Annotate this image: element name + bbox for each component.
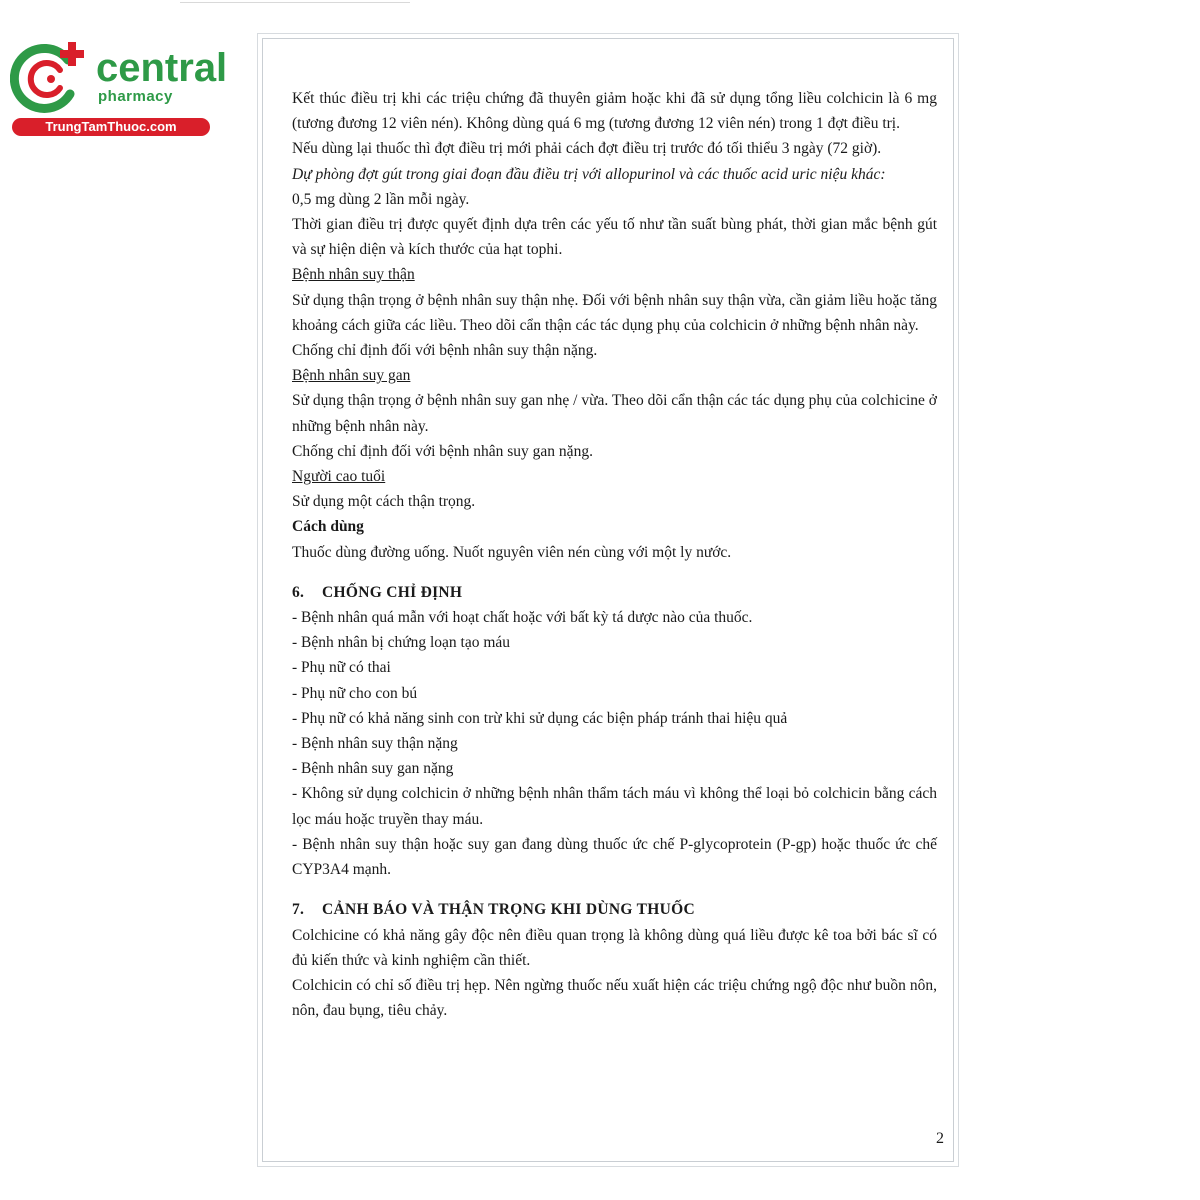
paragraph-dose: 0,5 mg dùng 2 lần mỗi ngày. <box>292 190 470 208</box>
paragraph-duration: Thời gian điều trị được quyết định dựa trên các yếu tố như tần suất bùng phát, thời gian mắc bệnh gút và sự hiện diện và kích thước của hạt tophi. <box>292 216 937 259</box>
contraindication-item: - Phụ nữ có thai <box>292 659 391 677</box>
section-7-number: 7. <box>292 901 305 919</box>
logo-mark-icon <box>10 38 94 118</box>
subheading-elderly: Người cao tuổi <box>292 468 386 486</box>
paragraph-warning-1: Colchicine có khả năng gây độc nên điều quan trọng là không dùng quá liều được kê toa bởi bác sĩ có đủ kiến thức và kinh nghiệm cần thiết. <box>292 926 937 969</box>
section-7-heading <box>292 897 937 922</box>
contraindication-item: - Phụ nữ cho con bú <box>292 684 418 702</box>
contraindication-item: - Không sử dụng colchicin ở những bệnh nhân thẩm tách máu vì không thể loại bỏ colchicin bằng cách lọc máu hoặc truyền thay máu. <box>292 785 937 828</box>
section-6-number: 6. <box>292 583 305 601</box>
top-rule <box>180 2 410 3</box>
paragraph-retreatment: Nếu dùng lại thuốc thì đợt điều trị mới phải cách đợt điều trị trước đó tối thiểu 3 ngày (72 giờ). <box>292 140 882 158</box>
logo-site-badge: TrungTamThuoc.com <box>12 118 210 136</box>
logo-subtitle: pharmacy <box>98 88 173 105</box>
page-number: 2 <box>936 1130 944 1147</box>
section-6-heading <box>292 580 937 605</box>
contraindication-item: - Bệnh nhân suy thận nặng <box>292 735 458 753</box>
paragraph-usage: Thuốc dùng đường uống. Nuốt nguyên viên nén cùng với một ly nước. <box>292 543 732 561</box>
paragraph-liver-2: Chống chỉ định đối với bệnh nhân suy gan nặng. <box>292 442 593 460</box>
paragraph-elderly: Sử dụng một cách thận trọng. <box>292 493 476 511</box>
contraindication-item: - Phụ nữ có khả năng sinh con trừ khi sử dụng các biện pháp tránh thai hiệu quả <box>292 709 788 727</box>
contraindication-item: - Bệnh nhân bị chứng loạn tạo máu <box>292 634 511 652</box>
central-pharmacy-logo[interactable] <box>10 38 228 138</box>
paragraph-liver-1: Sử dụng thận trọng ở bệnh nhân suy gan nhẹ / vừa. Theo dõi cẩn thận các tác dụng phụ của colchicine ở những bệnh nhân này. <box>292 392 937 435</box>
subheading-liver: Bệnh nhân suy gan <box>292 367 411 385</box>
section-6-title: CHỐNG CHỈ ĐỊNH <box>322 583 463 601</box>
paragraph-renal-1: Sử dụng thận trọng ở bệnh nhân suy thận nhẹ. Đối với bệnh nhân suy thận vừa, cần giảm liều hoặc tăng khoảng cách giữa các liều. Theo dõi cẩn thận các tác dụng phụ của colchicin ở những bệnh nhân này. <box>292 291 937 334</box>
paragraph-prophylaxis-title: Dự phòng đợt gút trong giai đoạn đầu điều trị với allopurinol và các thuốc acid uric niệu khác: <box>292 165 886 183</box>
logo-name: central <box>96 46 228 90</box>
paragraph-warning-2: Colchicin có chỉ số điều trị hẹp. Nên ngừng thuốc nếu xuất hiện các triệu chứng ngộ độc như buồn nôn, nôn, đau bụng, tiêu chảy. <box>292 976 937 1020</box>
contraindication-item: - Bệnh nhân suy gan nặng <box>292 760 454 778</box>
paragraph-end-treatment: Kết thúc điều trị khi các triệu chứng đã thuyên giảm hoặc khi đã sử dụng tổng liều colchicin là 6 mg (tương đương 12 viên nén). Không dùng quá 6 mg (tương đương 12 viên nén) trong 1 đợt điều trị. <box>292 90 937 133</box>
document-content <box>292 86 937 1023</box>
paragraph-renal-2: Chống chỉ định đối với bệnh nhân suy thận nặng. <box>292 342 598 360</box>
section-7-title: CẢNH BÁO VÀ THẬN TRỌNG KHI DÙNG THUỐC <box>322 901 695 919</box>
subheading-usage: Cách dùng <box>292 518 364 536</box>
subheading-renal: Bệnh nhân suy thận <box>292 266 415 284</box>
contraindication-item: - Bệnh nhân quá mẫn với hoạt chất hoặc với bất kỳ tá dược nào của thuốc. <box>292 609 753 627</box>
contraindication-item: - Bệnh nhân suy thận hoặc suy gan đang dùng thuốc ức chế P-glycoprotein (P-gp) hoặc thuốc ức chế CYP3A4 mạnh. <box>292 835 937 879</box>
